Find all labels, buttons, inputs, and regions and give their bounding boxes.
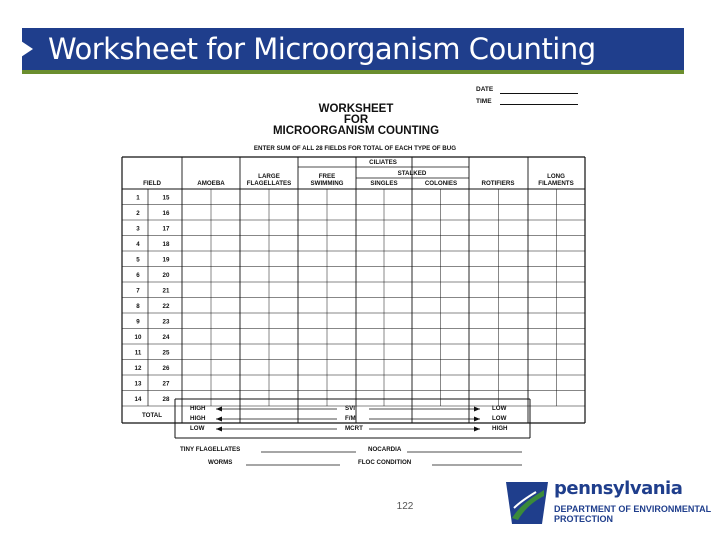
field-number: 10 xyxy=(134,334,142,342)
field-number: 2 xyxy=(136,210,140,218)
nocardia-label: NOCARDIA xyxy=(368,446,402,453)
field-number: 28 xyxy=(162,396,170,404)
header-ciliates: CILIATES xyxy=(369,159,397,166)
pa-dep-logo xyxy=(502,478,712,528)
field-number: 9 xyxy=(136,318,140,326)
field-number: 4 xyxy=(136,241,140,249)
page-number: 122 xyxy=(396,501,414,512)
right-arrow-icon xyxy=(474,417,480,422)
slide-title: Worksheet for Microorganism Counting xyxy=(48,32,596,66)
left-arrow-icon xyxy=(216,407,222,412)
header-free-swimming-1: FREE xyxy=(318,173,336,180)
header-free-swimming-2: SWIMMING xyxy=(310,180,344,187)
worksheet-title-line-2: FOR xyxy=(343,114,369,126)
floc-condition-label: FLOC CONDITION xyxy=(358,459,412,466)
right-arrow-icon xyxy=(474,427,480,432)
field-number: 5 xyxy=(136,256,140,264)
time-label: TIME xyxy=(476,98,492,105)
legend-left-label: LOW xyxy=(190,425,205,432)
logo-dept-line-1: DEPARTMENT OF ENVIRONMENTAL xyxy=(554,504,712,514)
field-number: 18 xyxy=(162,241,170,249)
right-arrow-icon xyxy=(474,407,480,412)
worksheet-title-line-3: MICROORGANISM COUNTING xyxy=(272,125,440,137)
header-rotifiers: ROTIFIERS xyxy=(481,180,515,187)
total-label: TOTAL xyxy=(141,412,163,419)
date-label: DATE xyxy=(476,86,494,93)
logo-brand: pennsylvania xyxy=(554,478,683,499)
header-amoeba: AMOEBA xyxy=(197,180,225,187)
worksheet-instruction: ENTER SUM OF ALL 28 FIELDS FOR TOTAL OF EACH TYPE OF BUG xyxy=(253,145,457,152)
legend-right-label: LOW xyxy=(492,415,507,422)
field-number: 24 xyxy=(162,334,170,342)
field-number: 26 xyxy=(162,365,170,373)
header-large-flagellates-2: FLAGELLATES xyxy=(246,180,292,187)
field-number: 17 xyxy=(162,225,170,233)
legend-metric-label: F/M xyxy=(345,415,356,422)
legend-right-label: HIGH xyxy=(492,425,508,432)
tiny-flagellates-label: TINY FLAGELLATES xyxy=(180,446,241,453)
field-number: 6 xyxy=(136,272,140,280)
header-long-filaments-1: LONG xyxy=(547,173,565,180)
field-number: 15 xyxy=(162,194,170,202)
legend-left-label: HIGH xyxy=(190,405,206,412)
field-number: 22 xyxy=(162,303,170,311)
field-number: 16 xyxy=(162,210,170,218)
header-long-filaments-2: FILAMENTS xyxy=(538,180,574,187)
header-stalked: STALKED xyxy=(397,170,427,177)
logo-department xyxy=(554,504,711,524)
field-number: 13 xyxy=(134,380,142,388)
legend-metric-label: SVI xyxy=(345,405,355,412)
field-number: 14 xyxy=(134,396,142,404)
field-number: 25 xyxy=(162,349,170,357)
field-number: 23 xyxy=(162,318,170,326)
header-large-flagellates-1: LARGE xyxy=(258,173,280,180)
field-number: 12 xyxy=(134,365,142,373)
left-arrow-icon xyxy=(216,417,222,422)
field-number: 20 xyxy=(162,272,170,280)
field-number: 3 xyxy=(136,225,140,233)
field-number: 8 xyxy=(136,303,140,311)
field-number: 11 xyxy=(134,349,142,357)
field-number: 27 xyxy=(162,380,170,388)
header-colonies: COLONIES xyxy=(424,180,458,187)
left-arrow-icon xyxy=(216,427,222,432)
field-number: 1 xyxy=(136,194,140,202)
header-field: FIELD xyxy=(143,180,161,187)
header-singles: SINGLES xyxy=(370,180,398,187)
field-number: 7 xyxy=(136,287,140,295)
keystone-icon xyxy=(502,478,552,528)
logo-dept-line-2: PROTECTION xyxy=(554,514,614,524)
legend-left-label: HIGH xyxy=(190,415,206,422)
field-number: 21 xyxy=(162,287,170,295)
legend-metric-label: MCRT xyxy=(345,425,363,432)
field-number: 19 xyxy=(162,256,170,264)
worksheet-title-line-1: WORKSHEET xyxy=(318,103,394,115)
legend-right-label: LOW xyxy=(492,405,507,412)
worms-label: WORMS xyxy=(208,459,233,466)
